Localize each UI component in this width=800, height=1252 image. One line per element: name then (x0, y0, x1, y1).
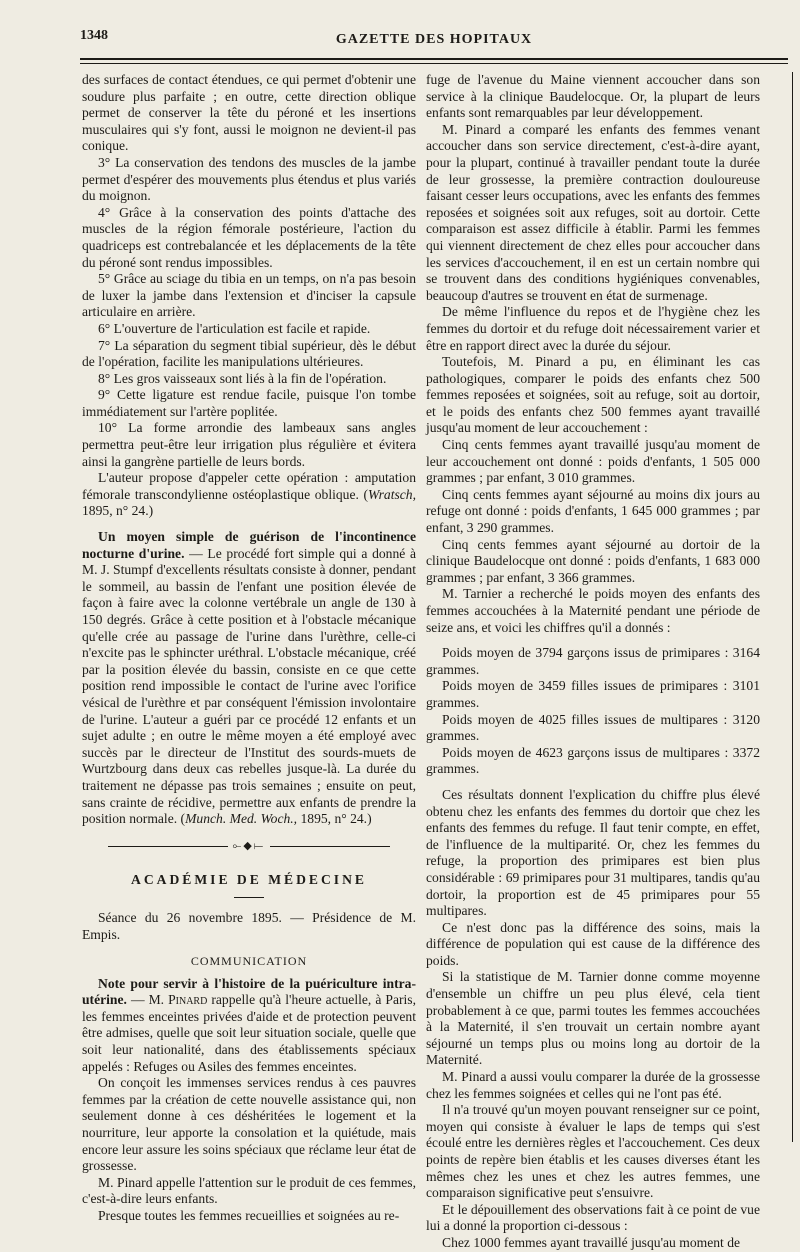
section-title: ACADÉMIE DE MÉDECINE (131, 872, 367, 888)
header-rule-thick (80, 58, 788, 60)
paragraph: De même l'influence du repos et de l'hygiène chez les femmes du dortoir et du refuge doit nécessairement varier et être en rapport direct avec la durée du séjour. (426, 304, 760, 353)
paragraph: 4° Grâce à la conservation des points d'attache des muscles de la région fémorale postérieure, l'action du quadriceps est contrebalancée et les déplacements de la tête du péroné sont rendus impossibles. (82, 204, 416, 270)
paragraph-text: L'auteur propose d'appeler cette opération : amputation fémorale transcondylienne ostéoplastique oblique. ( (82, 470, 416, 502)
paragraph: Poids moyen de 3459 filles issues de primipares : 3101 grammes. (426, 678, 760, 710)
article-body: — Le procédé fort simple qui a donné à M. J. Stumpf d'excellents résultats consiste à donner, pendant le sommeil, au bassin de l'enfant une position élevée de façon à faire avec la colonne vertébrale un angle de 130 à 150 degrés. Grâce à cette position et à l'obstacle mécanique qu'elle crée au passage de l'urine dans l'urèthre, celle-ci n'excite pas le sphincter uréthral. L'obstacle mécanique, créé par la position élevée du bassin, consiste en ce que cette position rend impossible le contact de l'urine avec l'orifice vésical de l'urèthre et par conséquent l'émission involontaire de l'urine. L'auteur a guéri par ce procédé 12 enfants et un sujet adulte ; en outre le même moyen a été employé avec succès par le directeur de l'Institut des sourds-muets de Wurtzbourg dans deux cas rebelles jusque-là. La durée du traitement ne dépasse pas trois semaines ; ensuite on peut, sans crainte de récidive, permettre aux enfants de prendre la position normale. ( (82, 545, 416, 827)
paragraph: Ce n'est donc pas la différence des soins, mais la différence de population qui est cause de la différence des poids. (426, 919, 760, 968)
page-header (80, 24, 788, 58)
citation: Munch. Med. Woch., (185, 811, 298, 827)
paragraph: Si la statistique de M. Tarnier donne comme moyenne d'ensemble un chiffre un peu plus élevé, cela tient probablement à ce que, parmi toutes les femmes accouchées à la Maternité, il s'en trouvait un certain nombre ayant séjourné un temps plus ou moins long au dortoir de la Maternité. (426, 969, 760, 1068)
paragraph: 6° L'ouverture de l'articulation est facile et rapide. (98, 320, 371, 336)
session-line: Séance du 26 novembre 1895. — Présidence de M. Empis. (82, 909, 416, 942)
running-title: GAZETTE DES HOPITAUX (335, 32, 533, 47)
paragraph: M. Pinard a aussi voulu comparer la durée de la grossesse chez les femmes soignées et celles qui ne l'ont pas été. (426, 1069, 760, 1101)
paragraph: On conçoit les immenses services rendus à ces pauvres femmes par la création de cette nouvelle assistance qui, non seulement donne à ces déshéritées le logement et la nourriture, leur apporte la consolation et la quiétude, mais encore leur assure les soins spéciaux que réclame leur état de grossesse. (82, 1075, 416, 1174)
paragraph: Il n'a trouvé qu'un moyen pouvant renseigner sur ce point, moyen qui consiste à évaluer le laps de temps qui s'est écoulé entre les dernières règles et l'accouchement. Ces deux points de repère bien établis et les causes diverses étant les mêmes chez les unes et chez les autres femmes, une comparaison significative peut s'ensuivre. (426, 1102, 760, 1201)
note-paragraph: Note pour servir à l'histoire de la puériculture intra-utérine. — M. Pinard rappelle qu'à l'heure actuelle, à Paris, les femmes enceintes privées d'aide et de protection peuvent être admises, quelle que soit leur situation sociale, quelle que soit leur nationalité, dans des établissements spéciaux appelés : Refuges ou Asiles des femmes enceintes. (82, 975, 416, 1074)
paragraph: 8° Les gros vaisseaux sont liés à la fin de l'opération. (98, 370, 387, 386)
article-incontinence (82, 529, 416, 828)
paragraph: Cinq cents femmes ayant séjourné au moins dix jours au refuge ont donné : poids d'enfants, 1 645 000 grammes ; par enfant, 3 290 grammes. (426, 486, 760, 536)
paragraph: 7° La séparation du segment tibial supérieur, dès le début de l'opération, facilite les manipulations ultérieures. (82, 337, 416, 370)
paragraph: Toutefois, M. Pinard a pu, en éliminant les cas pathologiques, comparer le poids des enfants chez 500 femmes reposées et soignées, soit au refuge, soit au dortoir, et le poids des enfants chez 500 femmes ayant travaillé jusqu'au moment de leur accouchement : (426, 354, 760, 436)
paragraph: M. Tarnier a recherché le poids moyen des enfants des femmes accouchées à la Maternité pendant une période de seize ans, et voici les chiffres qu'il a donnés : (426, 586, 760, 635)
paragraph (82, 470, 416, 520)
paragraph: 3° La conservation des tendons des muscles de la jambe permet d'espérer des mouvements plus étendus et plus variés du moignon. (82, 154, 416, 204)
paragraph-text: 1895, n° 24.) (297, 811, 372, 827)
right-column (426, 72, 760, 1250)
article-heading: Un moyen simple de guérison de l'incontinence nocturne d'urine. (82, 529, 416, 561)
paragraph: 10° La forme arrondie des lambeaux sans angles permettra peut-être leur irrigation plus régulière et évitera ainsi la gangrène partielle de leurs bords. (82, 420, 416, 469)
header-rule-thin (80, 63, 788, 64)
paragraph: Presque toutes les femmes recueillies et soignées au re- (98, 1208, 400, 1223)
paragraph: 9° Cette ligature est rendue facile, puisque l'on tombe immédiatement sur l'artère poplitée. (82, 387, 416, 419)
paragraph: Et le dépouillement des observations fait à ce point de vue lui a donné la proportion ci-dessous : (426, 1201, 760, 1234)
paragraph: Chez 1000 femmes ayant travaillé jusqu'au moment de (442, 1234, 741, 1250)
page-edge-rule (792, 72, 793, 1142)
paragraph: Poids moyen de 4025 filles issues de multipares : 3120 grammes. (426, 711, 760, 744)
short-rule (234, 897, 264, 898)
paragraph: M. Pinard a comparé les enfants des femmes venant accoucher dans son service directement, c'est-à-dire ayant, pour la plupart, continué à travailler pendant toute la durée de leur grossesse, la première contraction douloureuse faisant cesser leurs occupations, avec les enfants des femmes reposées et soignées soit aux refuges, soit au dortoir. Cette comparaison est assez difficile à établir. Parmi les femmes qui viennent directement de chez elles pour accoucher dans les services d'accouchement, il en est un certain nombre qui se trouvent dans des conditions hygiéniques convenables, beaucoup d'autres se trouvent en état de surmenage. (426, 121, 760, 303)
paragraph: Cinq cents femmes ayant travaillé jusqu'au moment de leur accouchement ont donné : poids d'enfants, 1 505 000 grammes ; par enfant, 3 010 grammes. (426, 437, 760, 486)
paragraph: 5° Grâce au sciage du tibia en un temps, on n'a pas besoin de luxer la jambe dans l'extension et d'inciser la capsule articulaire en arrière. (82, 271, 416, 320)
note-heading: Note pour servir à l'histoire de la puériculture intra-utérine. (82, 975, 416, 1008)
paragraph: Poids moyen de 3794 garçons issus de primipares : 3164 grammes. (426, 645, 760, 677)
paragraph: Cinq cents femmes ayant séjourné au dortoir de la clinique Baudelocque ont donné : poids d'enfants, 1 683 000 grammes ; par enfant, 3 366 grammes. (426, 536, 760, 585)
left-column (82, 72, 416, 1223)
paragraph: fuge de l'avenue du Maine viennent accoucher dans son service à la clinique Baudelocque. Or, la plupart de leurs enfants sont remarquables par leur développement. (426, 72, 760, 121)
note-author: M. Pinard (148, 992, 208, 1008)
citation: Wratsch, (368, 486, 416, 502)
paragraph: des surfaces de contact étendues, ce qui permet d'obtenir une soudure plus parfaite ; en outre, cette direction oblique permet de conserver la tête du péroné et les insertions musculaires qui s'y font, aussi le moignon ne devient-il pas conique. (82, 72, 416, 154)
paragraph-text: 1895, n° 24.) (82, 503, 154, 519)
page-number: 1348 (80, 28, 108, 43)
paragraph: Poids moyen de 4623 garçons issus de multipares : 3372 grammes. (426, 744, 760, 777)
subheading: COMMUNICATION (190, 954, 308, 969)
paragraph: Ces résultats donnent l'explication du chiffre plus élevé obtenu chez les enfants des femmes du dortoir que chez les enfants des femmes du refuge. Il faut tenir compte, en effet, de l'influence de la multiparité. Or, chez les femmes du refuge, la proportion des primipares est bien plus considérable : 69 primipares pour 31 multipares, tandis qu'au dortoir, la proportion est de 45 primipares pour 55 multipares. (426, 786, 760, 919)
ornament-divider: ⟜◆⟝ (82, 838, 416, 855)
paragraph: M. Pinard appelle l'attention sur le produit de ces femmes, c'est-à-dire leurs enfants. (82, 1174, 416, 1207)
note-body: rappelle qu'à l'heure actuelle, à Paris, les femmes enceintes privées d'aide et de protection peuvent être admises, quelle que soit leur situation sociale, quelle que soit leur nationalité, dans des établissements spéciaux appelés : Refuges ou Asiles des femmes enceintes. (82, 992, 416, 1074)
